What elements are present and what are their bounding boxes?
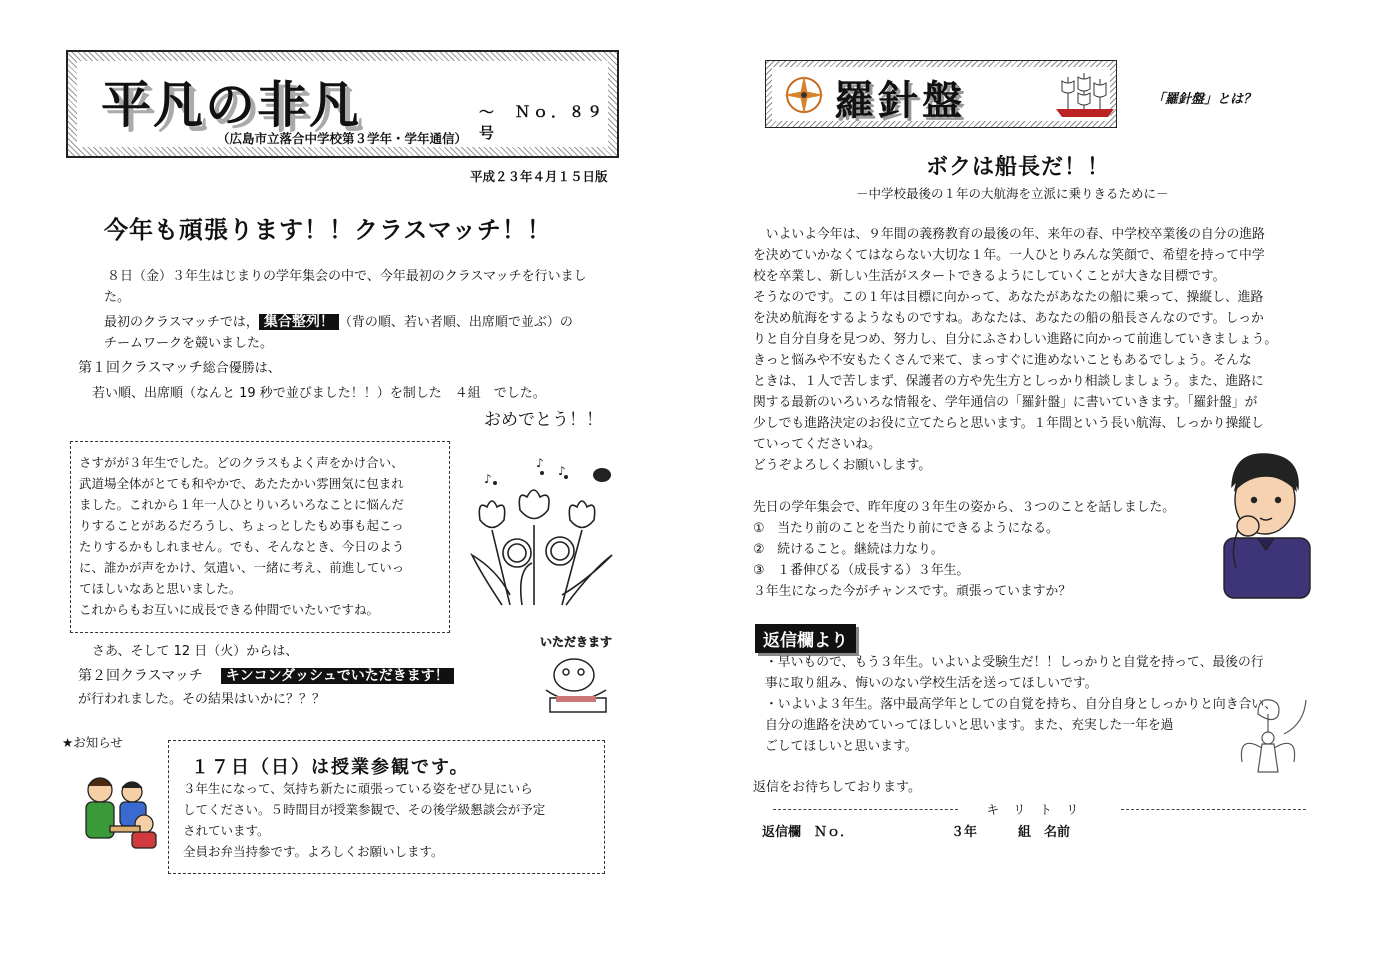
meeting-line: ③ １番伸びる（成長する）３年生。: [753, 563, 970, 578]
notice-label: ★お知らせ: [62, 735, 123, 750]
notice-line: されています。: [183, 823, 270, 838]
body-line: りと自分自身を見つめ、努力し、自分にふさわしい進路に向かって前進していきましょう。: [753, 332, 1278, 347]
body-line: いよいよ今年は、９年間の義務教育の最後の年、来年の春、中学校卒業後の自分の進路: [753, 227, 1265, 242]
body-line: きっと悩みや不安もたくさんで来て、まっすぐに進めないこともあるでしょう。そんな: [753, 353, 1252, 368]
newsletter-subtitle: （広島市立落合中学校第３学年・学年通信）: [217, 131, 468, 146]
reply-line: 自分の進路を決めていってほしいと思います。また、充実した一年を過: [765, 718, 1174, 733]
cut-line: キリトリ: [773, 800, 1306, 818]
kids-illustration: [70, 770, 162, 852]
message-line: ました。これから１年一人ひとりいろいろなことに悩んだ: [79, 497, 405, 512]
svg-text:♪: ♪: [484, 472, 492, 486]
highlight-label: キンコンダッシュでいただきます！: [221, 668, 454, 684]
reply-line: ・早いもので、もう３年生。いよいよ受験生だ！！しっかりと自覚を持って、最後の行: [765, 655, 1264, 670]
message-line: てほしいなあと思いました。: [79, 581, 242, 596]
rashinban-masthead: [765, 60, 1117, 128]
reply-line: 事に取り組み、悔いのない学校生活を送ってほしいです。: [765, 676, 1098, 691]
waiting-text: 返信をお待ちしております。: [753, 780, 921, 795]
article-heading: ボクは船長だ！！: [926, 155, 1111, 180]
newsletter-masthead: [66, 50, 619, 158]
paragraph-line: た。: [104, 290, 131, 305]
paragraph-line: 最初のクラスマッチでは， 集合整列！ （背の順、若い者順、出席順で並ぶ）の: [104, 314, 573, 330]
body-line: を決め航海をするようなものですね。あなたは、あなたの船の船長さんなのです。しっか: [753, 311, 1264, 326]
student-illustration: [1220, 450, 1312, 600]
paragraph-line: 若い順、出席順（なんと 19 秒で並びました！！）を制した ４組 でした。: [92, 386, 546, 401]
newsletter-title: 平凡の非凡: [101, 76, 361, 134]
body-line: ていってくださいね。: [753, 437, 881, 452]
svg-text:♪: ♪: [558, 464, 566, 478]
article-body: [753, 224, 1277, 476]
reply-form-class-name: 組 名前: [1018, 825, 1071, 840]
reply-line: ごしてほしいと思います。: [765, 739, 918, 754]
body-line: 校を卒業し、新しい生活がスタートできるようにしていくことが大きな目標です。: [753, 269, 1226, 284]
itadakimasu-illustration: [536, 630, 618, 718]
body-line: ときは、１人で苦しまず、保護者の方や先生方としっかり相談しましょう。また、進路に: [753, 374, 1264, 389]
body-line: そうなのです。この１年は目標に向かって、あなたがあなたの船に乗って、操縦し、進路: [753, 290, 1264, 305]
congrats-text: おめでとう！！: [484, 410, 603, 430]
notice-line: 全員お弁当持参です。よろしくお願いします。: [183, 844, 444, 859]
paragraph-line: 第２回クラスマッチ キンコンダッシュでいただきます！: [78, 666, 454, 687]
issue-date: 平成２３年４月１５日版: [470, 169, 608, 184]
reply-form-label: 返信欄 Ｎｏ．: [762, 825, 854, 840]
body-line: 少しでも進路決定のお役に立てたらと思います。１年間という長い航海、しっかり操縦し: [753, 416, 1264, 431]
compass-icon: [782, 73, 826, 117]
meeting-line: ② 続けること。継続は力なり。: [753, 542, 944, 557]
message-line: に、誰かが声をかけ、気遣い、一緒に考え、前進していっ: [79, 560, 405, 575]
meeting-line: 先日の学年集会で、昨年度の３年生の姿から、３つのことを話しました。: [753, 500, 1176, 515]
message-line: 武道場全体がとても和やかで、あたたかい雰囲気に包まれ: [79, 476, 404, 491]
reply-section-heading: 返信欄より: [755, 624, 856, 653]
meeting-notes: [753, 497, 1175, 602]
body-line: を決めていかなくてはならない大切な１年。一人ひとりみんな笑顔で、希望を持って中学: [753, 248, 1265, 263]
issue-number: ～ Ｎｏ．８９号: [479, 103, 606, 142]
body-line: どうぞよろしくお願いします。: [753, 458, 932, 473]
paragraph-line: 第１回クラスマッチ総合優勝は、: [78, 360, 281, 376]
paragraph-line: ８日（金）３年生はじまりの学年集会の中で、今年最初のクラスマッチを行いまし: [107, 269, 587, 284]
highlight-label: 集合整列！: [259, 314, 339, 330]
itadakimasu-logo-text: いただきます: [540, 635, 613, 649]
reply-form-grade: ３年: [951, 825, 978, 840]
fairy-illustration: [1228, 694, 1310, 784]
sailing-ship-icon: [1054, 69, 1116, 121]
what-is-rashinban: 「羅針盤」とは？: [1152, 92, 1257, 107]
notice-line: ３年生になって、気持ち新たに頑張っている姿をぜひ見にいら: [183, 781, 533, 796]
message-line: たりするかもしれません。でも、そんなとき、今日のよう: [79, 539, 405, 554]
notice-title: １７日（日）は授業参観です。: [191, 757, 470, 778]
notice-box: [168, 740, 605, 874]
rashinban-title: 羅針盤: [834, 78, 966, 124]
paragraph-line: チームワークを競いました。: [104, 336, 274, 351]
meeting-line: ① 当たり前のことを当たり前にできるようになる。: [753, 521, 1059, 536]
article-subheading: －中学校最後の１年の大航海を立派に乗りきるために－: [856, 186, 1169, 201]
paragraph-line: さあ、そして 12 日（火）からは、: [92, 644, 299, 659]
svg-text:♪: ♪: [536, 456, 544, 470]
message-line: さすがが３年生でした。どのクラスもよく声をかけ合い、: [79, 455, 404, 470]
paragraph-line: が行われました。その結果はいかに？？？: [78, 692, 326, 707]
reply-line: ・いよいよ３年生。落中最高学年としての自覚を持ち、自分自身としっかりと向き合い、: [765, 697, 1277, 712]
message-box: [70, 441, 450, 633]
flowers-illustration: [462, 455, 622, 615]
article-headline: 今年も頑張ります！！クラスマッチ！！: [104, 216, 552, 244]
notice-line: してください。５時間目が授業参観で、その後学級懇談会が予定: [183, 802, 546, 817]
message-line: これからもお互いに成長できる仲間でいたいですね。: [79, 602, 380, 617]
meeting-line: ３年生になった今がチャンスです。頑張っていますか？: [753, 584, 1072, 599]
body-line: 関する最新のいろいろな情報を、学年通信の「羅針盤」に書いていきます。「羅針盤」が: [753, 395, 1258, 410]
reply-comments: [765, 652, 1277, 757]
message-line: りすることがあるだろうし、ちょっとしたもめ事も起こっ: [79, 518, 404, 533]
